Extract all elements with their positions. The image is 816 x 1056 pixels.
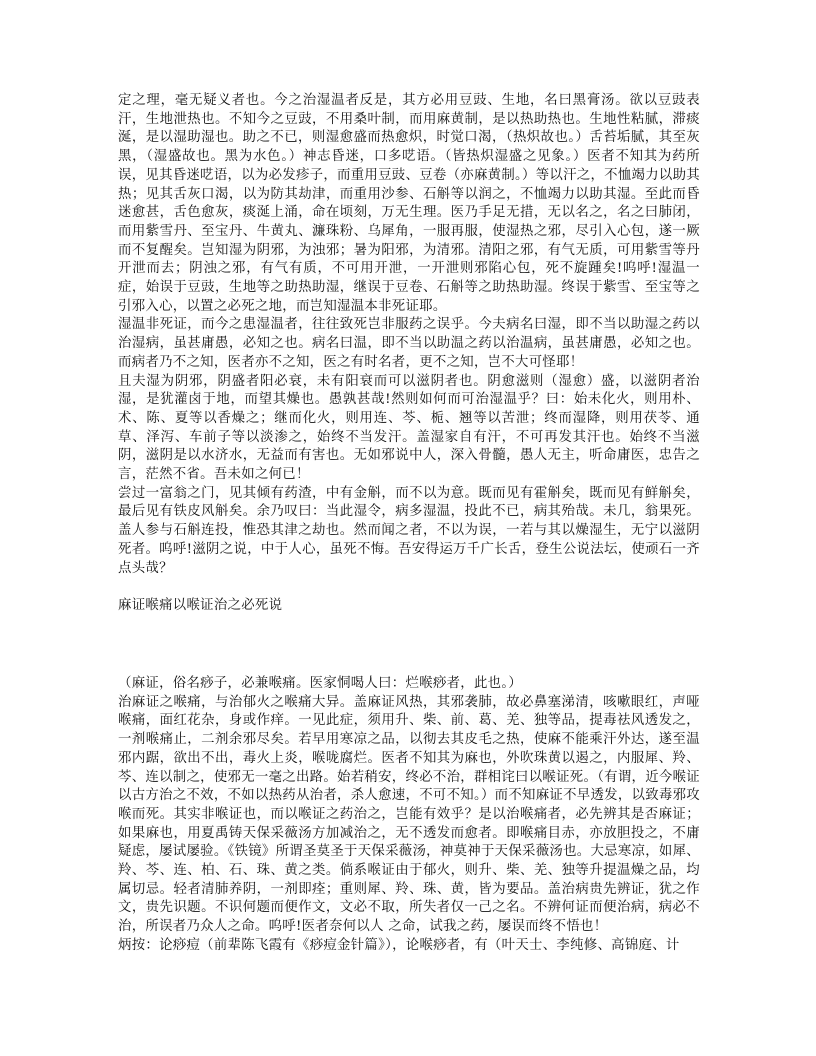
paragraph-4: 尝过一富翁之门，见其倾有药渣，中有金斛，而不以为意。既而见有霍斛矣，既而见有鲜斛矣，最后见有铁皮风斛矣。余乃叹曰：当此湿令，病多湿温，投此不已，病其殆哉。未几，翁果死。盖人参与石斛连投，惟恐其津之劫也。然而闻之者，不以为误，一若与其以燥湿生，无宁以滋阴死者。呜呼!滋阴之说，中于人心，虽死不悔。吾安得运万千广长舌，登生公说法坛，使顽石一齐点头哉？ xyxy=(118,485,700,576)
document-page xyxy=(118,92,700,956)
paragraph-5: （麻证，俗名痧子，必兼喉痛。医家恫喝人曰：烂喉痧者，此也。） xyxy=(118,675,523,691)
paragraph-7: 炳按：论痧痘（前辈陈飞霞有《痧痘金针篇》），论喉痧者，有（叶天士、李纯修、高锦庭、计 xyxy=(118,937,680,953)
section-gap xyxy=(118,616,700,675)
paragraph-2: 湿温非死证，而今之患湿温者，往往致死岂非服药之误乎。今夫病名曰湿，即不当以助湿之药以治湿病，虽甚庸愚，必知之也。病名曰温，即不当以助温之药以治温病，虽甚庸愚，必知之也。而病者乃不之知，医者亦不之知，医之有时名者，更不之知，岂不大可怪耶！ xyxy=(118,317,700,370)
paragraph-6: 治麻证之喉痛，与治郁火之喉痛大异。盖麻证风热，其邪袭肺，故必鼻塞涕清，咳嗽眼红，声哑喉痛，面红花杂，身或作痒。一见此症，须用升、柴、前、葛、羌、独等品，提毒祛风透发之，一剂喉痛止，二剂余邪尽矣。若早用寒凉之品，以彻去其皮毛之热，使麻不能乘汗外达，遂至温邪内踞，欲出不出，毒火上炎，喉咙腐烂。医者不知其为麻也，外吹珠黄以遏之，内服犀、羚、芩、连以制之，使邪无一毫之出路。始若稍安，终必不治，群相诧曰以喉证死。（有谓，近今喉证以古方治之不效，不如以热药从治者，杀人愈速，不可不知。）而不知麻证不早透发，以致毒邪攻喉而死。其实非喉证也，而以喉证之药治之，岂能有效乎？是以治喉痛者，必先辨其是否麻证；如果麻也，用夏禹铸天保采薇汤方加减治之，无不透发而愈者。即喉痛目赤，亦放胆投之，不庸疑虑，屡试屡验。《铁镜》所谓圣莫圣于天保采薇汤，神莫神于天保采薇汤也。大忌寒凉，如犀、羚、芩、连、柏、石、珠、黄之类。倘系喉证由于郁火，则升、柴、羌、独等升提温燥之品，均属切忌。轻者清肺养阴，一剂即痊；重则犀、羚、珠、黄，皆为要品。盖治病贵先辨证，犹之作文，贵先识题。不识何题而便作文，文必不取，所失者仅一己之名。不辨何证而便治病，病必不治，所误者乃众人之命。呜呼!医者奈何以人 之命，试我之药，屡误而终不悟也！ xyxy=(118,694,700,935)
paragraph-3: 且夫湿为阴邪，阴盛者阳必衰，未有阳衰而可以滋阴者也。阴愈滋则（湿愈）盛，以滋阴者治湿，是犹灌卤于地，而望其燥也。愚孰甚哉!然则如何而可治湿温乎？曰：始未化火，则用朴、术、陈、夏等以香燥之；继而化火，则用连、芩、栀、翘等以苦泄；终而湿降，则用茯苓、通草、泽泻、车前子等以淡渗之，始终不当发汗。盖湿家自有汗，不可再发其汗也。始终不当滋阴，滋阴是以水济水，无益而有害也。无如邪说中人，深入骨髓，愚人无主，听命庸医，忠告之言，茫然不省。吾未如之何已！ xyxy=(118,373,700,483)
paragraph-1: 定之理，毫无疑义者也。今之治湿温者反是，其方必用豆豉、生地，名曰黑膏汤。欲以豆豉表汗，生地泄热也。不知今之豆豉，不用桑叶制，而用麻黄制，是以热助热也。生地性粘腻，滞痰涎，是以湿助湿也。助之不已，则湿愈盛而热愈炽，时觉口渴，（热炽故也。）舌苔垢腻，其至灰黑，（湿盛故也。黑为水色。）神志昏迷，口多呓语。（皆热炽湿盛之见象。）医者不知其为药所误，见其昏迷呓语，以为必发疹子，而重用豆豉、豆卷（亦麻黄制。）等以汗之，不恤竭力以助其热；见其舌灰口渴，以为防其劫津，而重用沙参、石斛等以润之，不恤竭力以助其湿。至此而昏迷愈甚，舌色愈灰，痰涎上涌，命在顷刻，万无生理。医乃手足无措，无以名之，名之曰肺闭，而用紫雪丹、至宝丹、牛黄丸、濂珠粉、乌犀角，一服再服，使湿热之邪，尽引入心包，遂一厥而不复醒矣。岂知湿为阴邪，为浊邪；暑为阳邪，为清邪。清阳之邪，有气无质，可用紫雪等丹开泄而去；阴浊之邪，有气有质，不可用开泄，一开泄则邪陷心包，死不旋踵矣!呜呼!湿温一症，始误于豆豉，生地等之助热助湿，继误于豆卷、石斛等之助热助湿。终误于紫雪、至宝等之引邪入心，以置之必死之地，而岂知湿温本非死证耶。 xyxy=(118,93,700,314)
section-title: 麻证喉痛以喉证治之必死说 xyxy=(118,598,283,614)
